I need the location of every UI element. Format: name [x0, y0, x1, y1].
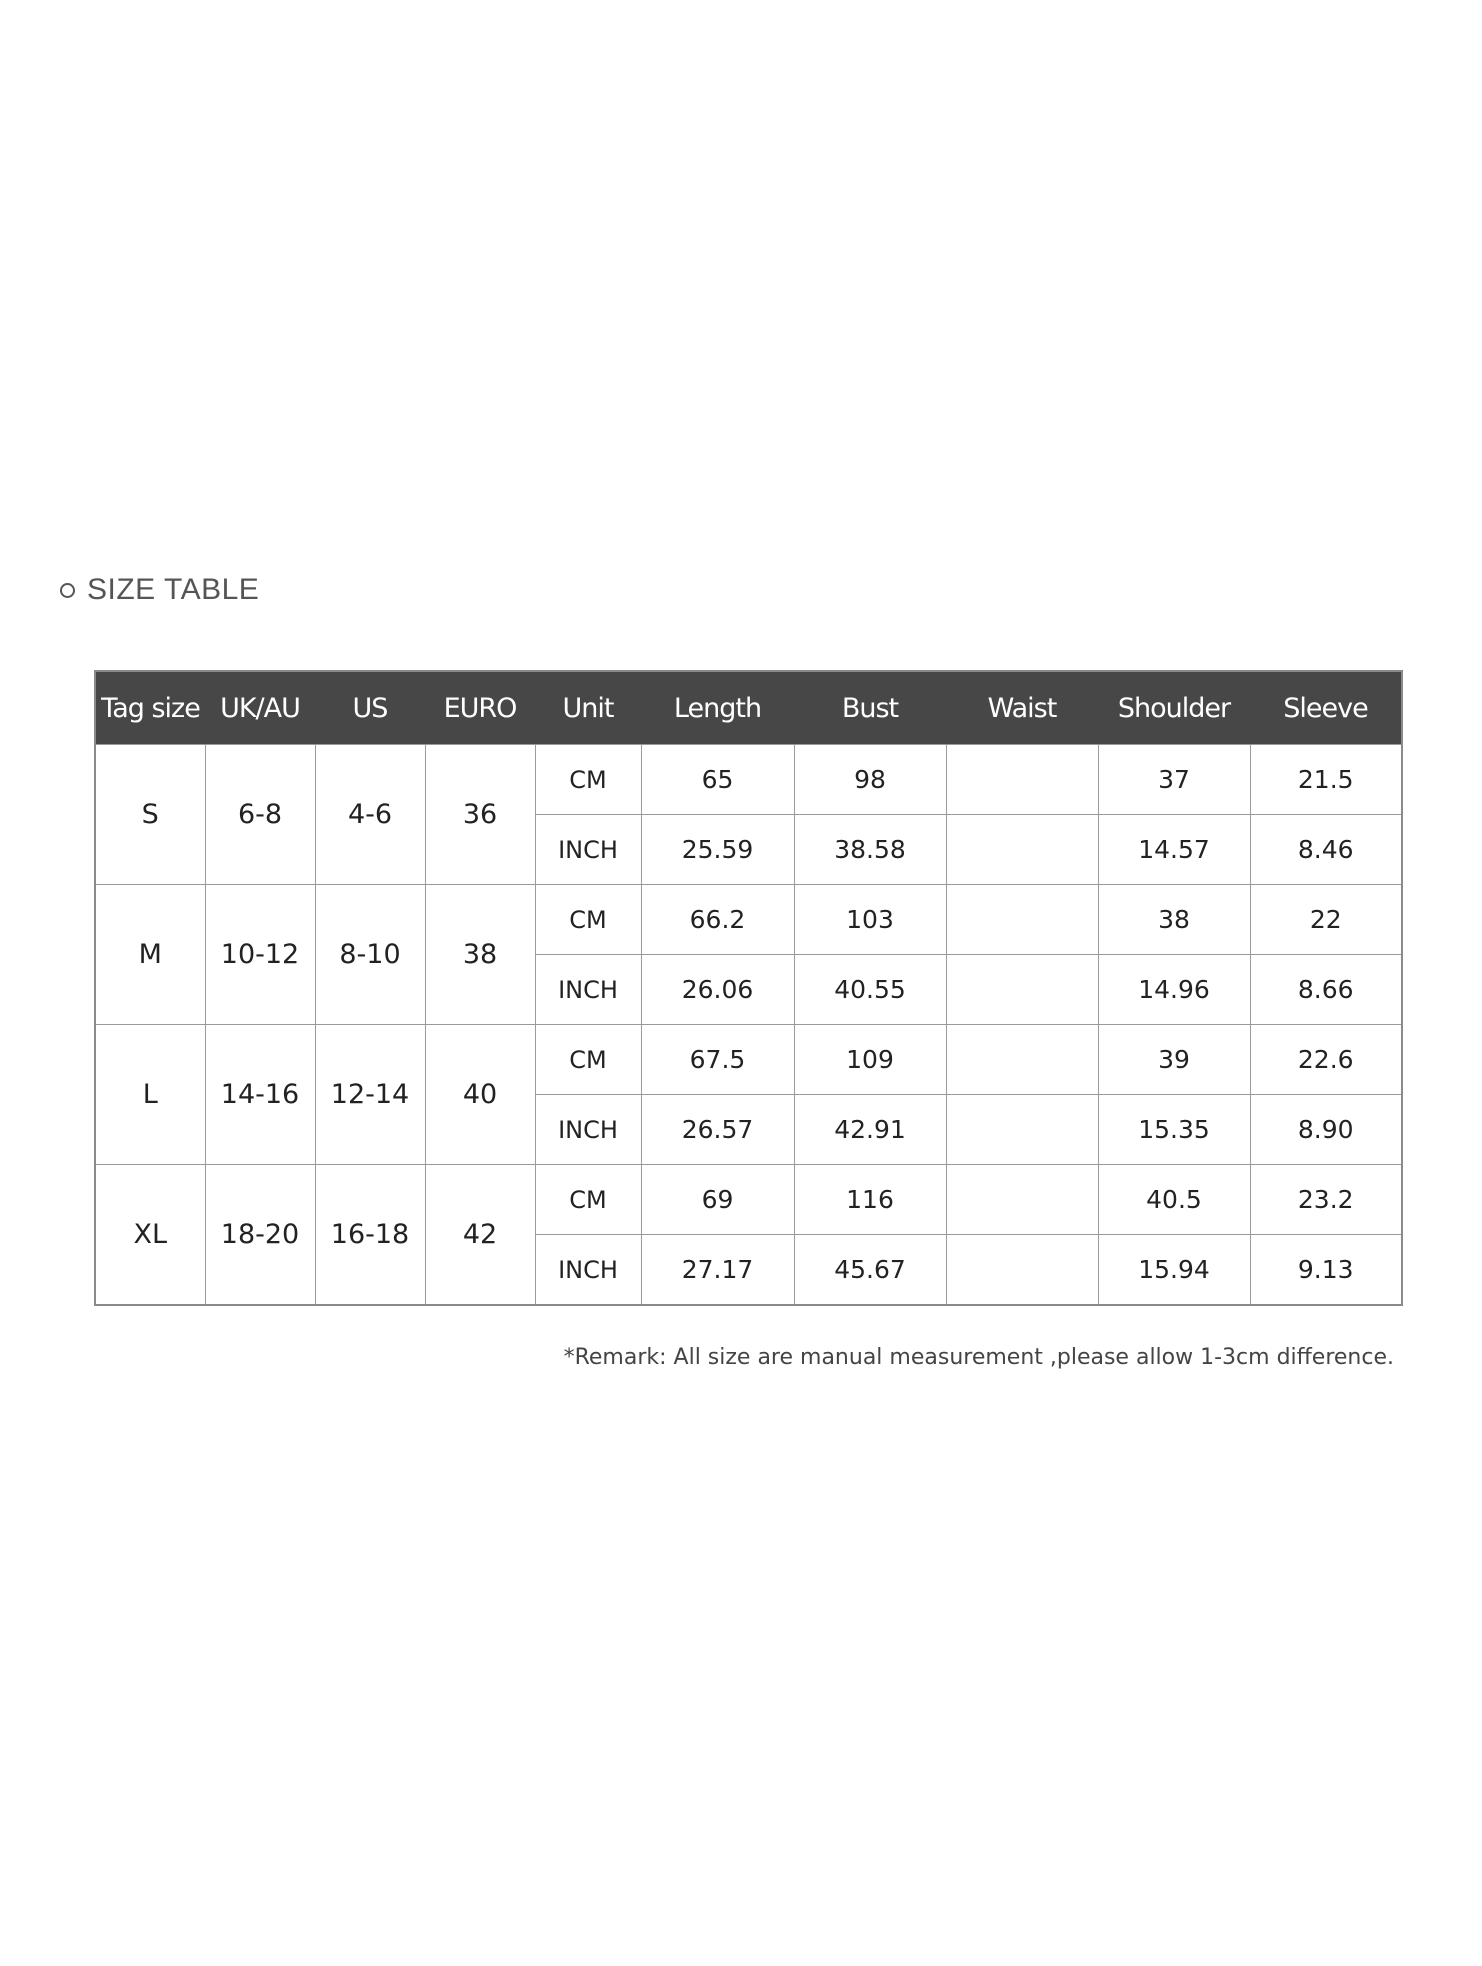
- waist-cell: [946, 1165, 1098, 1235]
- length-cell: 69: [641, 1165, 794, 1235]
- size-table: [94, 670, 1403, 1306]
- sleeve-cell: 8.90: [1250, 1095, 1402, 1165]
- sleeve-cell: 23.2: [1250, 1165, 1402, 1235]
- shoulder-cell: 39: [1098, 1025, 1250, 1095]
- length-cell: 25.59: [641, 815, 794, 885]
- shoulder-cell: 40.5: [1098, 1165, 1250, 1235]
- waist-cell: [946, 1235, 1098, 1306]
- sleeve-cell: 8.46: [1250, 815, 1402, 885]
- waist-cell: [946, 745, 1098, 815]
- section-title: SIZE TABLE: [87, 573, 260, 606]
- waist-cell: [946, 955, 1098, 1025]
- sleeve-cell: 22.6: [1250, 1025, 1402, 1095]
- us-cell: 8-10: [315, 885, 425, 1025]
- unit-cell: CM: [535, 1165, 641, 1235]
- header-bust: Bust: [794, 671, 946, 745]
- unit-cell: CM: [535, 885, 641, 955]
- sleeve-cell: 9.13: [1250, 1235, 1402, 1306]
- euro-cell: 40: [425, 1025, 535, 1165]
- tag-size-cell: S: [95, 745, 205, 885]
- header-length: Length: [641, 671, 794, 745]
- shoulder-cell: 15.94: [1098, 1235, 1250, 1306]
- waist-cell: [946, 1025, 1098, 1095]
- header-sleeve: Sleeve: [1250, 671, 1402, 745]
- bust-cell: 42.91: [794, 1095, 946, 1165]
- header-shoulder: Shoulder: [1098, 671, 1250, 745]
- bust-cell: 109: [794, 1025, 946, 1095]
- bust-cell: 116: [794, 1165, 946, 1235]
- length-cell: 26.06: [641, 955, 794, 1025]
- unit-cell: CM: [535, 745, 641, 815]
- shoulder-cell: 37: [1098, 745, 1250, 815]
- euro-cell: 38: [425, 885, 535, 1025]
- unit-cell: INCH: [535, 1095, 641, 1165]
- section-heading: [60, 570, 259, 610]
- us-cell: 4-6: [315, 745, 425, 885]
- table-row: [95, 1025, 1402, 1095]
- us-cell: 12-14: [315, 1025, 425, 1165]
- bust-cell: 98: [794, 745, 946, 815]
- table-row: [95, 885, 1402, 955]
- uk-au-cell: 18-20: [205, 1165, 315, 1306]
- length-cell: 65: [641, 745, 794, 815]
- shoulder-cell: 14.96: [1098, 955, 1250, 1025]
- length-cell: 67.5: [641, 1025, 794, 1095]
- table-header-row: [95, 671, 1402, 745]
- uk-au-cell: 6-8: [205, 745, 315, 885]
- sleeve-cell: 22: [1250, 885, 1402, 955]
- euro-cell: 36: [425, 745, 535, 885]
- unit-cell: INCH: [535, 1235, 641, 1306]
- header-waist: Waist: [946, 671, 1098, 745]
- tag-size-cell: M: [95, 885, 205, 1025]
- tag-size-cell: L: [95, 1025, 205, 1165]
- waist-cell: [946, 1095, 1098, 1165]
- bust-cell: 40.55: [794, 955, 946, 1025]
- unit-cell: CM: [535, 1025, 641, 1095]
- shoulder-cell: 15.35: [1098, 1095, 1250, 1165]
- waist-cell: [946, 815, 1098, 885]
- uk-au-cell: 14-16: [205, 1025, 315, 1165]
- length-cell: 27.17: [641, 1235, 794, 1306]
- sleeve-cell: 8.66: [1250, 955, 1402, 1025]
- table-row: [95, 1165, 1402, 1235]
- unit-cell: INCH: [535, 955, 641, 1025]
- header-tag-size: Tag size: [95, 671, 205, 745]
- remark-note: *Remark: All size are manual measurement ,please allow 1-3cm difference.: [563, 1345, 1394, 1370]
- length-cell: 66.2: [641, 885, 794, 955]
- bust-cell: 38.58: [794, 815, 946, 885]
- bust-cell: 103: [794, 885, 946, 955]
- shoulder-cell: 38: [1098, 885, 1250, 955]
- unit-cell: INCH: [535, 815, 641, 885]
- bust-cell: 45.67: [794, 1235, 946, 1306]
- header-unit: Unit: [535, 671, 641, 745]
- waist-cell: [946, 885, 1098, 955]
- euro-cell: 42: [425, 1165, 535, 1306]
- sleeve-cell: 21.5: [1250, 745, 1402, 815]
- header-us: US: [315, 671, 425, 745]
- uk-au-cell: 10-12: [205, 885, 315, 1025]
- us-cell: 16-18: [315, 1165, 425, 1306]
- header-euro: EURO: [425, 671, 535, 745]
- header-uk-au: UK/AU: [205, 671, 315, 745]
- circle-outline-icon: [60, 583, 75, 598]
- length-cell: 26.57: [641, 1095, 794, 1165]
- table-row: [95, 745, 1402, 815]
- shoulder-cell: 14.57: [1098, 815, 1250, 885]
- tag-size-cell: XL: [95, 1165, 205, 1306]
